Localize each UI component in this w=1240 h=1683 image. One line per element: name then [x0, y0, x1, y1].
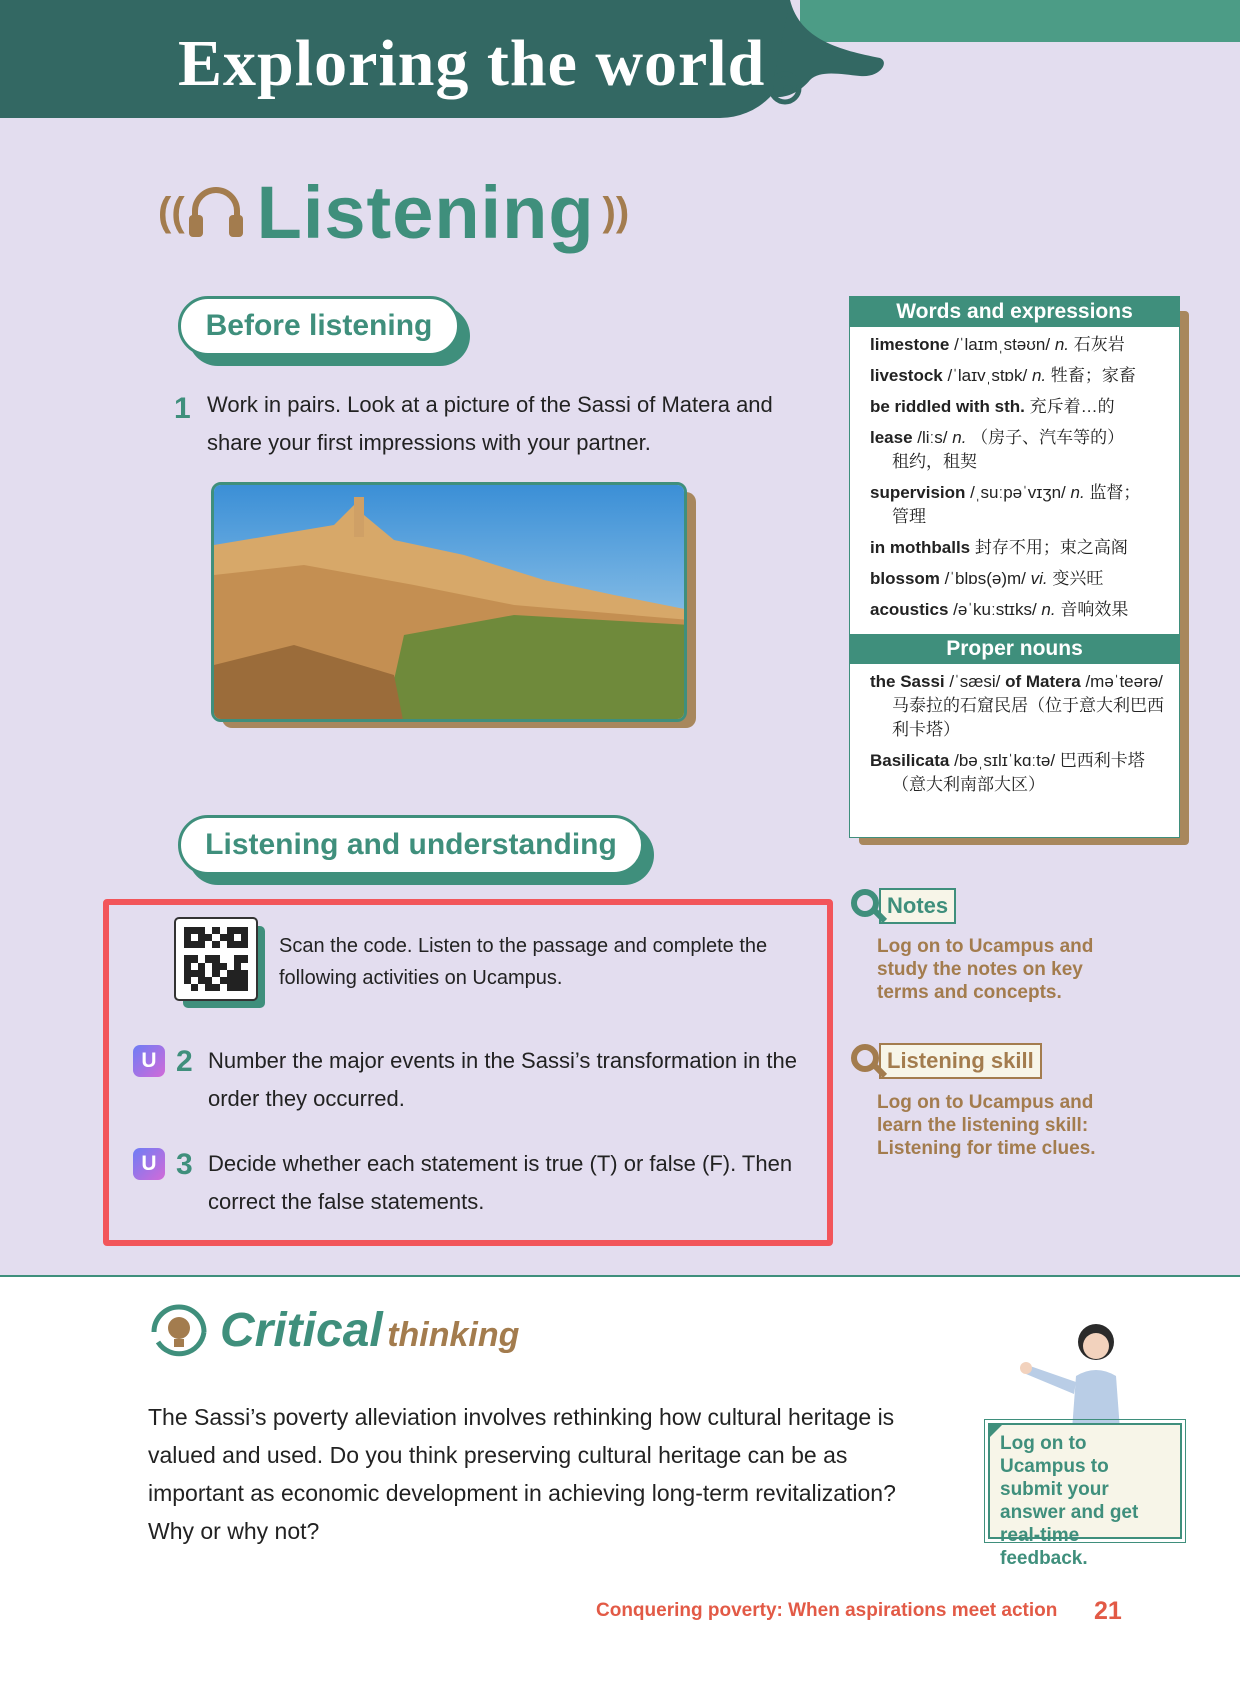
- vocab-item: lease /liːs/ n. （房子、汽车等的） 租约，租契: [870, 428, 1125, 471]
- before-listening-text: Before listening: [205, 309, 433, 342]
- words-expressions-box: [849, 296, 1180, 838]
- magnifier-icon: [851, 889, 885, 923]
- proper-nouns-title: Proper nouns: [850, 634, 1179, 664]
- proper-noun-item: the Sassi /ˈsæsi/ of Matera /məˈteərə/ 马泰拉的石窟民居（位于意大利巴西利卡塔）: [870, 672, 1164, 739]
- critical-thinking-question: The Sassi’s poverty alleviation involves rethinking how cultural heritage is valued and used. Do you think preserving cultural heritage can be as important as economic development in achieving long-term revitalization? Why or why not?: [148, 1404, 896, 1544]
- vocab-item: be riddled with sth. 充斥着…的: [870, 397, 1115, 416]
- footer-unit-title: Conquering poverty: When aspirations meet action: [596, 1600, 1058, 1621]
- task-number-1: 1: [174, 392, 191, 425]
- listening-skill-tag: [851, 1043, 1042, 1079]
- notes-tag: [851, 888, 956, 924]
- vocab-item: supervision /ˌsuːpəˈvɪʒn/ n. 监督； 管理: [870, 483, 1141, 526]
- task-number-3: 3: [176, 1148, 193, 1181]
- section-heading: [158, 172, 629, 252]
- listening-skill-text: Log on to Ucampus and learn the listening skill: Listening for time clues.: [877, 1092, 1096, 1159]
- scan-instruction: Scan the code. Listen to the passage and complete the following activities on Ucampus.: [279, 935, 768, 989]
- task-3-text: Decide whether each statement is true (T) or false (F). Then correct the false statements.: [208, 1151, 793, 1214]
- words-expressions-title: Words and expressions: [850, 297, 1179, 327]
- vocab-item: in mothballs 封存不用；束之高阁: [870, 538, 1128, 557]
- task-1-text: Work in pairs. Look at a picture of the Sassi of Matera and share your first impressions with your partner.: [207, 392, 773, 455]
- note-corner: [988, 1423, 1004, 1439]
- critical-thinking-title-a: Critical: [220, 1304, 383, 1357]
- magnifier-icon: [851, 1044, 885, 1078]
- listening-understanding-text: Listening and understanding: [205, 828, 617, 861]
- unit-title: Exploring the world: [178, 27, 766, 100]
- qr-code[interactable]: [174, 917, 258, 1001]
- vocab-item: acoustics /əˈkuːstɪks/ n. 音响效果: [870, 600, 1129, 619]
- proper-nouns-list: [850, 664, 1179, 797]
- vocab-item: blossom /ˈblɒs(ə)m/ vi. 变兴旺: [870, 569, 1104, 588]
- before-listening-label: [178, 296, 460, 356]
- ucampus-activity-icon[interactable]: U: [133, 1148, 165, 1180]
- lightbulb-cycle-icon: [146, 1302, 212, 1360]
- sassi-photo: [211, 482, 687, 722]
- task-number-2: 2: [176, 1045, 193, 1078]
- ucampus-activity-icon[interactable]: U: [133, 1045, 165, 1077]
- vocab-item: livestock /ˈlaɪvˌstɒk/ n. 牲畜；家畜: [870, 366, 1136, 385]
- listening-understanding-label: [178, 815, 644, 875]
- listening-skill-label: Listening skill: [879, 1043, 1042, 1079]
- paren-right-icon: )): [602, 189, 630, 234]
- proper-noun-item: Basilicata /bəˌsɪlɪˈkɑːtə/ 巴西利卡塔 （意大利南部大区）: [870, 751, 1145, 794]
- section-title: Listening: [256, 170, 595, 254]
- critical-thinking-title: [220, 1303, 519, 1358]
- vocab-item: limestone /ˈlaɪmˌstəʊn/ n. 石灰岩: [870, 335, 1125, 354]
- cloud-swirl-icon: [740, 0, 900, 118]
- ucampus-feedback-note: [988, 1423, 1182, 1569]
- headphones-icon: [185, 181, 247, 243]
- critical-thinking-title-b: thinking: [387, 1316, 520, 1354]
- vocab-list: [850, 327, 1179, 622]
- notes-label: Notes: [879, 888, 956, 924]
- header-banner: [0, 0, 790, 118]
- ucampus-feedback-text: Log on to Ucampus to submit your answer and get real-time feedback.: [1000, 1433, 1139, 1569]
- teacher-avatar: [1010, 1318, 1138, 1430]
- task-2-text: Number the major events in the Sassi’s transformation in the order they occurred.: [208, 1048, 797, 1111]
- paren-left-icon: ((: [158, 189, 185, 234]
- notes-text: Log on to Ucampus and study the notes on key terms and concepts.: [877, 936, 1094, 1003]
- section-divider: [0, 1275, 1240, 1277]
- page-number: 21: [1094, 1597, 1122, 1625]
- qr-pattern-icon: [184, 927, 248, 991]
